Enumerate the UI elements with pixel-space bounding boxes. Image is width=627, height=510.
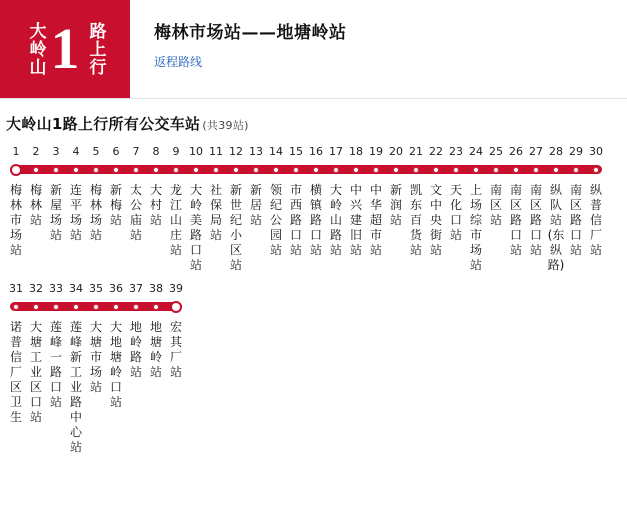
station-dot — [233, 167, 239, 173]
stations-list — [0, 142, 627, 455]
station-names — [6, 320, 627, 455]
route-line — [6, 160, 627, 180]
station-dot-cell[interactable] — [86, 167, 106, 173]
station-number: 9 — [172, 145, 180, 158]
station-name[interactable]: 地岭路站 — [129, 320, 142, 379]
station-dot-cell[interactable] — [446, 167, 466, 173]
station-name[interactable]: 龙江山庄站 — [169, 183, 182, 257]
station-number: 20 — [389, 145, 403, 158]
station-dot — [93, 167, 99, 173]
station-dot — [533, 167, 539, 173]
station-number: 11 — [209, 145, 223, 158]
station-number: 5 — [92, 145, 100, 158]
station-number: 8 — [152, 145, 160, 158]
station-dot — [213, 167, 219, 173]
station-number: 31 — [9, 282, 23, 295]
station-dot — [473, 167, 479, 173]
station-number: 24 — [469, 145, 483, 158]
station-dot-cell[interactable] — [106, 167, 126, 173]
station-dot — [433, 167, 439, 173]
station-dot — [493, 167, 499, 173]
station-dot — [413, 167, 419, 173]
station-dot-cell[interactable] — [266, 167, 286, 173]
station-dot-cell[interactable] — [326, 167, 346, 173]
route-header-main — [130, 0, 627, 98]
station-number: 10 — [189, 145, 203, 158]
station-dot-cell[interactable] — [506, 167, 526, 173]
station-name[interactable]: 连平场站 — [69, 183, 82, 242]
station-dot — [133, 167, 139, 173]
station-dot — [153, 167, 159, 173]
station-dot — [193, 167, 199, 173]
station-dot — [53, 167, 59, 173]
station-dot-cell[interactable] — [566, 167, 586, 173]
station-dot-cell[interactable] — [286, 167, 306, 173]
station-dot-cell[interactable] — [346, 167, 366, 173]
station-dot-cell[interactable] — [366, 167, 386, 173]
station-name[interactable]: 市西路口站 — [289, 183, 302, 257]
station-name[interactable]: 新居站 — [249, 183, 262, 227]
station-name[interactable]: 中兴建旧站 — [349, 183, 362, 257]
station-name[interactable]: 新润站 — [389, 183, 402, 227]
station-dot-cell[interactable] — [246, 167, 266, 173]
station-name[interactable]: 横镇路口站 — [309, 183, 322, 257]
terminal-station-dot — [12, 166, 20, 174]
return-route-link[interactable]: 返程路线 — [154, 55, 203, 69]
station-dot-cell[interactable] — [466, 167, 486, 173]
station-number: 7 — [132, 145, 140, 158]
station-number: 36 — [109, 282, 123, 295]
station-dot — [173, 167, 179, 173]
station-name[interactable]: 凯东百货站 — [409, 183, 422, 257]
station-number: 21 — [409, 145, 423, 158]
station-dot-cell[interactable] — [146, 167, 166, 173]
station-number: 6 — [112, 145, 120, 158]
station-dot — [553, 167, 559, 173]
station-dot — [33, 167, 39, 173]
station-dot-cell[interactable] — [206, 167, 226, 173]
station-name[interactable]: 文中央街站 — [429, 183, 442, 257]
station-number: 33 — [49, 282, 63, 295]
station-name[interactable]: 南区路口站 — [569, 183, 582, 257]
station-name[interactable]: 上场综市场站 — [469, 183, 482, 272]
station-number: 19 — [369, 145, 383, 158]
station-name[interactable]: 大村站 — [149, 183, 162, 227]
station-number: 13 — [249, 145, 263, 158]
terminal-station-dot — [172, 303, 180, 311]
route-line — [6, 297, 627, 317]
route-badge — [0, 0, 130, 98]
station-name[interactable]: 新屋场站 — [49, 183, 62, 242]
station-name[interactable]: 大塘市场站 — [89, 320, 102, 394]
station-dot — [113, 304, 119, 310]
station-dot-cell[interactable] — [166, 303, 186, 311]
station-name[interactable]: 纵普信厂站 — [589, 183, 602, 257]
station-name[interactable]: 中华超市站 — [369, 183, 382, 257]
station-number: 34 — [69, 282, 83, 295]
station-number: 18 — [349, 145, 363, 158]
station-dot-cell[interactable] — [166, 167, 186, 173]
station-number: 14 — [269, 145, 283, 158]
station-name[interactable]: 南区路口站 — [529, 183, 542, 257]
page-title: 梅林市场站——地塘岭站 — [154, 23, 347, 43]
station-name[interactable]: 天化口站 — [449, 183, 462, 242]
station-dot-cell[interactable] — [406, 167, 426, 173]
station-dot — [253, 167, 259, 173]
station-dot — [293, 167, 299, 173]
station-name[interactable]: 梅林市场站 — [9, 183, 22, 257]
station-name[interactable]: 纵队站(东纵路) — [547, 183, 565, 272]
station-dot-cell[interactable] — [126, 304, 146, 310]
station-dot-cell[interactable] — [546, 167, 566, 173]
station-dot — [73, 304, 79, 310]
station-number: 17 — [329, 145, 343, 158]
station-name[interactable]: 社保局站 — [209, 183, 222, 242]
station-number: 2 — [32, 145, 40, 158]
station-dot-cell[interactable] — [26, 167, 46, 173]
station-dot — [53, 304, 59, 310]
station-dot-cell[interactable] — [106, 304, 126, 310]
station-dot-cell[interactable] — [26, 304, 46, 310]
station-dot — [353, 167, 359, 173]
station-number: 4 — [72, 145, 80, 158]
station-name[interactable]: 南区站 — [489, 183, 502, 227]
station-dot — [93, 304, 99, 310]
station-number: 39 — [169, 282, 183, 295]
station-name[interactable]: 诺普信厂区卫生 — [9, 320, 22, 424]
stations-count: (共39站) — [202, 119, 249, 132]
station-number: 22 — [429, 145, 443, 158]
route-badge-prefix: 大岭山 — [25, 22, 46, 76]
station-number: 38 — [149, 282, 163, 295]
station-name[interactable]: 大岭美路口站 — [189, 183, 202, 272]
station-dot-cell[interactable] — [126, 167, 146, 173]
station-dot-cell[interactable] — [66, 167, 86, 173]
station-dot-cell[interactable] — [486, 167, 506, 173]
station-dot-cell[interactable] — [306, 167, 326, 173]
station-name[interactable]: 太公庙站 — [129, 183, 142, 242]
station-name[interactable]: 莲峰一路口站 — [49, 320, 62, 409]
station-number: 30 — [589, 145, 603, 158]
station-dots — [6, 160, 627, 180]
station-name[interactable]: 大塘工业区口站 — [29, 320, 42, 424]
station-name[interactable]: 南区路口站 — [509, 183, 522, 257]
station-dot — [593, 167, 599, 173]
station-number: 23 — [449, 145, 463, 158]
station-number: 15 — [289, 145, 303, 158]
station-dot-cell[interactable] — [6, 166, 26, 174]
station-number: 29 — [569, 145, 583, 158]
station-dot — [393, 167, 399, 173]
route-badge-number: 1 — [50, 16, 80, 81]
station-number: 28 — [549, 145, 563, 158]
station-name[interactable]: 新世纪小区站 — [229, 183, 242, 272]
station-name[interactable]: 梅林场站 — [89, 183, 102, 242]
station-dot-cell[interactable] — [86, 304, 106, 310]
station-dot-cell[interactable] — [146, 304, 166, 310]
station-dot — [133, 304, 139, 310]
station-name[interactable]: 领纪公园站 — [269, 183, 282, 257]
station-dot-cell[interactable] — [66, 304, 86, 310]
station-number: 16 — [309, 145, 323, 158]
station-dot — [373, 167, 379, 173]
station-dot-cell[interactable] — [586, 167, 606, 173]
station-dot — [333, 167, 339, 173]
station-name[interactable]: 莲峰新工业路中心站 — [69, 320, 82, 454]
station-dot-cell[interactable] — [226, 167, 246, 173]
station-number: 12 — [229, 145, 243, 158]
station-dot-cell[interactable] — [526, 167, 546, 173]
station-dot-cell[interactable] — [46, 167, 66, 173]
station-dot — [73, 167, 79, 173]
station-number: 27 — [529, 145, 543, 158]
station-number: 3 — [52, 145, 60, 158]
station-number: 1 — [12, 145, 20, 158]
station-dot — [113, 167, 119, 173]
station-number: 32 — [29, 282, 43, 295]
station-dot — [453, 167, 459, 173]
station-row — [0, 279, 627, 455]
route-header — [0, 0, 627, 99]
station-name[interactable]: 地塘岭站 — [149, 320, 162, 379]
station-row — [0, 142, 627, 273]
station-dot-cell[interactable] — [46, 304, 66, 310]
station-dot — [313, 167, 319, 173]
station-number: 26 — [509, 145, 523, 158]
stations-section-title — [0, 99, 627, 142]
station-numbers — [6, 142, 627, 158]
station-number: 35 — [89, 282, 103, 295]
station-dots — [6, 297, 627, 317]
station-name[interactable]: 梅林站 — [29, 183, 42, 227]
station-dot-cell[interactable] — [6, 304, 26, 310]
station-dot — [573, 167, 579, 173]
station-dot-cell[interactable] — [186, 167, 206, 173]
station-dot — [513, 167, 519, 173]
station-number: 25 — [489, 145, 503, 158]
station-dot-cell[interactable] — [426, 167, 446, 173]
station-names — [6, 183, 627, 273]
station-dot — [153, 304, 159, 310]
station-dot — [33, 304, 39, 310]
station-number: 37 — [129, 282, 143, 295]
station-numbers — [6, 279, 627, 295]
stations-section-label: 大岭山1路上行所有公交车站 — [6, 115, 201, 133]
route-badge-suffix: 路上行 — [85, 22, 106, 76]
station-name[interactable]: 宏其厂站 — [169, 320, 182, 379]
station-dot-cell[interactable] — [386, 167, 406, 173]
station-name[interactable]: 大岭山路站 — [329, 183, 342, 257]
station-name[interactable]: 新梅站 — [109, 183, 122, 227]
station-name[interactable]: 大地塘岭口站 — [109, 320, 122, 409]
station-dot — [13, 304, 19, 310]
station-dot — [273, 167, 279, 173]
